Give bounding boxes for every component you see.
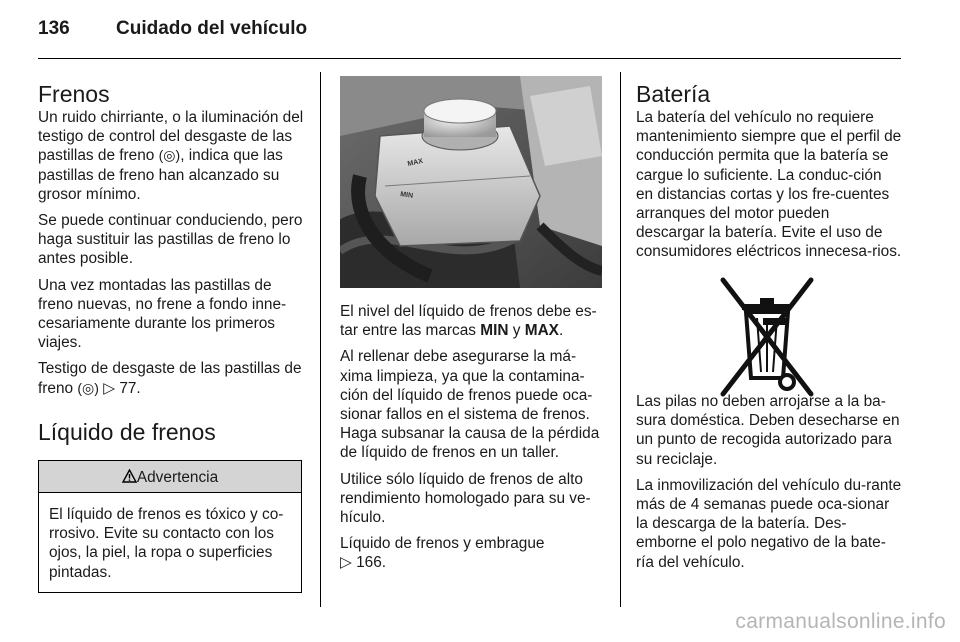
text: Testigo de desgaste de las pastillas de freno <box>38 360 302 397</box>
paragraph-limpieza: Al rellenar debe asegurarse la má-xima limpieza, ya que la contamina-ción del líquido de frenos puede oca-sionar fallos en el sistema de frenos. Haga subsanar la causa de la pérdida de líquido de frenos en un taller. <box>340 348 600 462</box>
column-divider-1 <box>320 72 321 607</box>
heading-bateria: Batería <box>636 81 711 107</box>
page-reference-arrow-icon: ▷ <box>103 379 116 397</box>
paragraph-frenos-4 <box>38 359 304 397</box>
crossed-out-wheelie-bin-icon <box>715 274 819 400</box>
paragraph-frenos-3: Una vez montadas las pastillas de freno nuevas, no frene a fondo inne-cesariamente durante los primeros viajes. <box>38 276 287 352</box>
column-right-bottom <box>636 392 902 579</box>
heading-frenos: Frenos <box>38 81 110 107</box>
paragraph-nivel <box>340 302 604 340</box>
min-mark: MIN <box>480 322 509 340</box>
max-mark: MAX <box>524 322 559 340</box>
page-number: 136 <box>38 18 70 39</box>
paragraph-pilas: Las pilas no deben arrojarse a la ba-sura doméstica. Deben desecharse en un punto de recogida autorizado para su reciclaje. <box>636 393 900 468</box>
paragraph-frenos-2: Se puede continuar conduciendo, pero haga sustituir las pastillas de freno lo antes posible. <box>38 212 303 268</box>
warning-text: El líquido de frenos es tóxico y co-rrosivo. Evite su contacto con los ojos, la piel, la ropa o superficies pintadas. <box>49 506 284 581</box>
paragraph-homologado: Utilice sólo líquido de frenos de alto rendimiento homologado para su ve-hículo. <box>340 470 591 527</box>
photo-label-min: MIN <box>399 191 414 200</box>
brake-wear-warning-icon: (◎) <box>77 379 99 396</box>
text: Un ruido chirriante, o la iluminación del testigo de control del desgaste de las pastillas de freno <box>38 109 304 165</box>
page-reference-link[interactable]: 77. <box>119 379 141 397</box>
brake-wear-warning-icon: (◎) <box>158 147 181 164</box>
text: , indica que las pastillas de freno han alcanzado su grosor mínimo. <box>38 147 283 203</box>
warning-triangle-icon <box>122 469 137 483</box>
column-middle <box>340 302 604 580</box>
warning-title: Advertencia <box>136 468 219 486</box>
brake-fluid-reservoir-photo <box>340 76 602 288</box>
text: y <box>508 322 525 340</box>
text: Líquido de frenos y embrague <box>340 535 545 553</box>
paragraph-inmovilizacion: La inmovilización del vehículo du-rante más de 4 semanas puede oca-sionar la descarga de la batería. Des-emborne el polo negativo de la bate-ría del vehículo. <box>636 476 902 571</box>
text: El nivel del líquido de frenos debe es-tar entre las marcas <box>340 303 597 340</box>
section-title: Cuidado del vehículo <box>116 18 308 39</box>
header-rule <box>38 58 901 59</box>
heading-liquido-frenos: Líquido de frenos <box>38 418 216 445</box>
page-reference-arrow-icon: ▷ <box>340 554 352 572</box>
column-right <box>636 80 902 269</box>
column-left <box>38 80 304 593</box>
column-divider-2 <box>620 72 621 607</box>
watermark: carmanualsonline.info <box>735 610 946 633</box>
paragraph-frenos-1 <box>38 108 304 204</box>
page-reference-link[interactable]: 166. <box>356 554 387 572</box>
warning-header <box>39 461 301 493</box>
warning-box <box>38 460 302 593</box>
page-header <box>38 18 307 40</box>
paragraph-referencia <box>340 534 604 572</box>
paragraph-bateria-1: La batería del vehículo no requiere mantenimiento siempre que el perfil de conducción permita que la batería se cargue lo suficiente. La conduc-ción en distancias cortas y los fre-cuentes arranques del motor pueden descargar la batería. Evite el uso de consumidores eléctricos innecesa-rios. <box>636 109 902 261</box>
photo-label-max: MAX <box>406 157 424 168</box>
text: . <box>558 322 564 340</box>
